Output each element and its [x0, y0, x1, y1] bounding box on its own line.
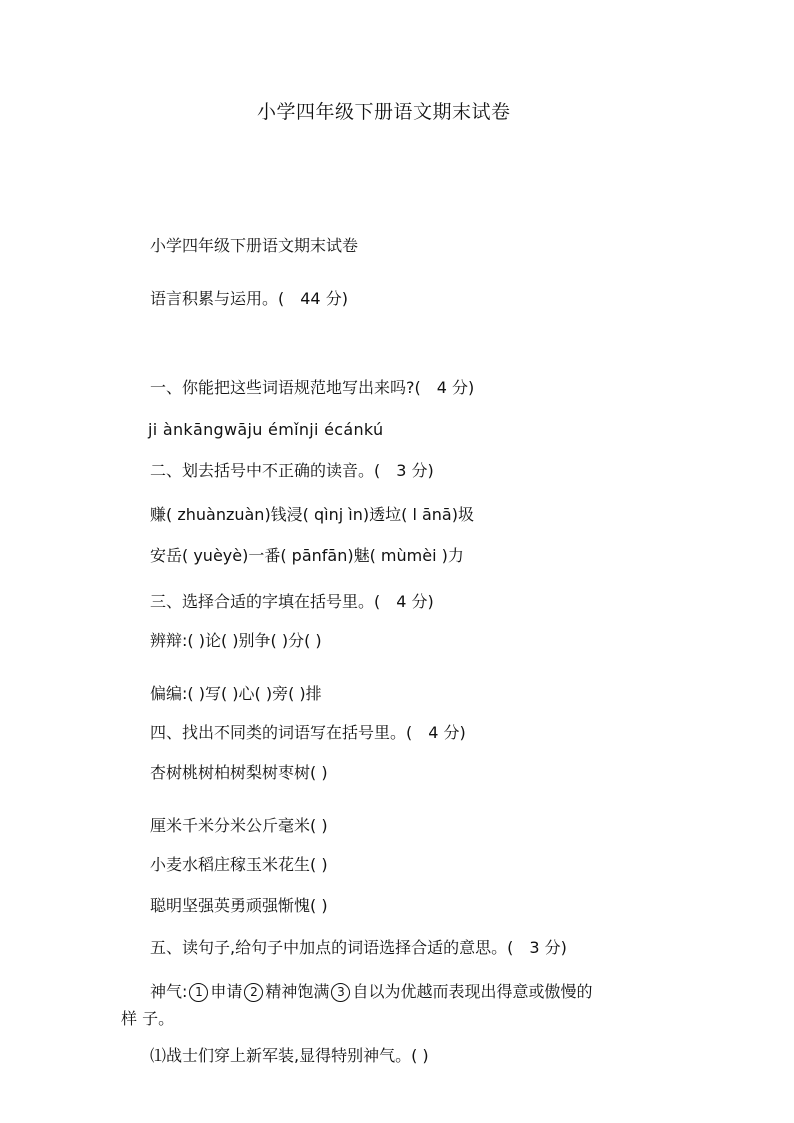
option-2-text: 精神饱满 [265, 982, 330, 1001]
question-5-sentence-1: ⑴战士们穿上新军装,显得特别神气。( ) [150, 1046, 429, 1065]
question-1-pinyin: ji ànkāngwāju émǐnji écánkú [148, 420, 384, 439]
option-1-text: 申请 [210, 982, 243, 1001]
exam-subtitle: 小学四年级下册语文期末试卷 [150, 236, 359, 255]
question-4-row-3: 小麦水稻庄稼玉米花生( ) [150, 855, 328, 874]
page-title: 小学四年级下册语文期末试卷 [257, 101, 511, 123]
question-5-definition-continued: 样 子。 [121, 1009, 175, 1028]
question-1-heading: 一、你能把这些词语规范地写出来吗?( 4 分) [150, 378, 475, 397]
question-3-row-2: 偏编:( )写( )心( )旁( )排 [150, 684, 322, 703]
question-4-heading: 四、找出不同类的词语写在括号里。( 4 分) [150, 723, 466, 742]
option-number-2: 2 [244, 983, 263, 1002]
option-number-1: 1 [189, 983, 208, 1002]
question-2-row-1: 赚( zhuànzuàn)钱浸( qìnj ìn)透垃( l ānā)圾 [150, 505, 474, 524]
question-2-heading: 二、划去括号中不正确的读音。( 3 分) [150, 461, 434, 480]
option-3-text: 自以为优越而表现出得意或傲慢的 [352, 982, 593, 1001]
option-number-3: 3 [331, 983, 350, 1002]
question-5-heading: 五、读句子,给句子中加点的词语选择合适的意思。( 3 分) [150, 938, 567, 957]
question-5-definition [150, 982, 592, 1002]
question-3-heading: 三、选择合适的字填在括号里。( 4 分) [150, 592, 434, 611]
question-4-row-2: 厘米千米分米公斤毫米( ) [150, 816, 328, 835]
question-2-row-2: 安岳( yuèyè)一番( pānfān)魅( mùmèi )力 [150, 546, 464, 565]
question-3-row-1: 辨辩:( )论( )别争( )分( ) [150, 631, 322, 650]
question-4-row-4: 聪明坚强英勇顽强惭愧( ) [150, 896, 328, 915]
section-heading: 语言积累与运用。( 44 分) [150, 289, 348, 308]
question-4-row-1: 杏树桃树柏树梨树枣树( ) [150, 763, 328, 782]
definition-label: 神气: [150, 982, 188, 1001]
